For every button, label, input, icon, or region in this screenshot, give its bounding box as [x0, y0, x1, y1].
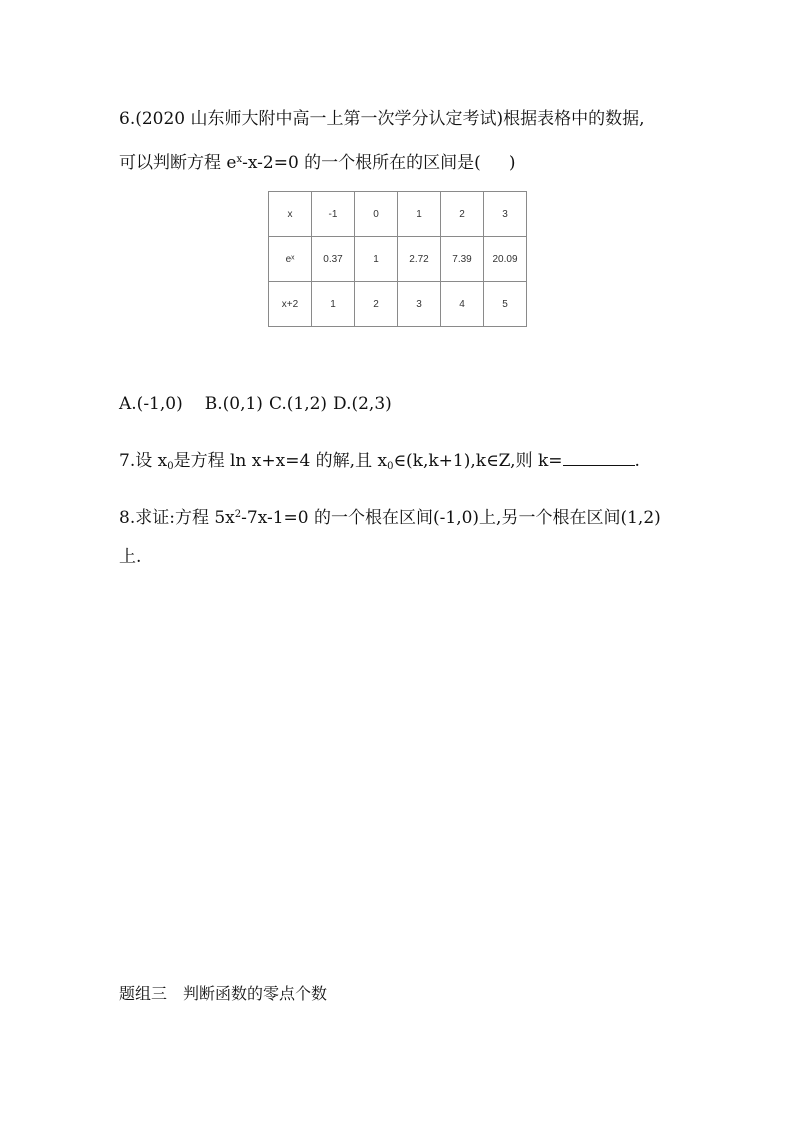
table-cell: 3	[484, 192, 527, 237]
question-8-text: 上.	[119, 547, 142, 567]
question-7-end: .	[634, 451, 640, 471]
question-6-text-prefix: 可以判断方程 e	[119, 153, 237, 173]
question-6-stem-line2	[119, 149, 515, 174]
table-cell: x	[269, 192, 312, 237]
ln-symbol: ln	[230, 451, 247, 471]
table-cell: 1	[355, 237, 398, 282]
question-8-line2	[119, 546, 141, 568]
question-7-text: 7.设 x	[119, 451, 168, 471]
table-cell: x+2	[269, 282, 312, 327]
question-6-stem-line1	[119, 108, 645, 130]
subscript-0: 0	[167, 461, 174, 472]
exponent-x: x	[236, 154, 243, 165]
section-heading	[119, 983, 327, 1005]
table-cell: 2	[441, 192, 484, 237]
section-label: 题组三	[119, 984, 168, 1003]
answer-blank[interactable]	[563, 451, 635, 466]
answer-options	[119, 393, 392, 415]
option-b[interactable]: B.(0,1)	[204, 394, 263, 414]
answer-paren-close: )	[508, 153, 516, 173]
table-cell: -1	[312, 192, 355, 237]
question-7-text: ∈(k,k+1),k∈Z,则 k=	[393, 451, 563, 471]
table-cell: eˣ	[269, 237, 312, 282]
table-cell: 7.39	[441, 237, 484, 282]
question-8-text: -7x-1=0 的一个根在区间(-1,0)上,另一个根在区间(1,2)	[241, 508, 661, 528]
exponent-2: 2	[234, 509, 242, 520]
question-8-line1	[119, 504, 661, 529]
subscript-0: 0	[387, 461, 394, 472]
question-7-text: x+x=4 的解,且 x	[246, 451, 388, 471]
option-d[interactable]: D.(2,3)	[333, 394, 392, 414]
question-7	[119, 450, 640, 478]
table-row	[269, 282, 527, 327]
option-c[interactable]: C.(1,2)	[268, 394, 328, 414]
table-cell: 2.72	[398, 237, 441, 282]
table-cell: 20.09	[484, 237, 527, 282]
table-row	[269, 237, 527, 282]
table-cell: 4	[441, 282, 484, 327]
section-title: 判断函数的零点个数	[183, 984, 328, 1003]
question-6-text-suffix: -x-2=0 的一个根所在的区间是(	[242, 153, 481, 173]
option-a[interactable]: A.(-1,0)	[119, 394, 183, 414]
question-8-text: 8.求证:方程 5x	[119, 508, 235, 528]
table-cell: 1	[312, 282, 355, 327]
table-cell: 3	[398, 282, 441, 327]
table-cell: 0.37	[312, 237, 355, 282]
question-7-text: 是方程	[173, 451, 230, 471]
table-cell: 5	[484, 282, 527, 327]
table-row	[269, 192, 527, 237]
value-table	[268, 191, 527, 327]
question-6-text: 6.(2020 山东师大附中高一上第一次学分认定考试)根据表格中的数据,	[119, 109, 645, 129]
table-cell: 2	[355, 282, 398, 327]
table-cell: 0	[355, 192, 398, 237]
table-cell: 1	[398, 192, 441, 237]
